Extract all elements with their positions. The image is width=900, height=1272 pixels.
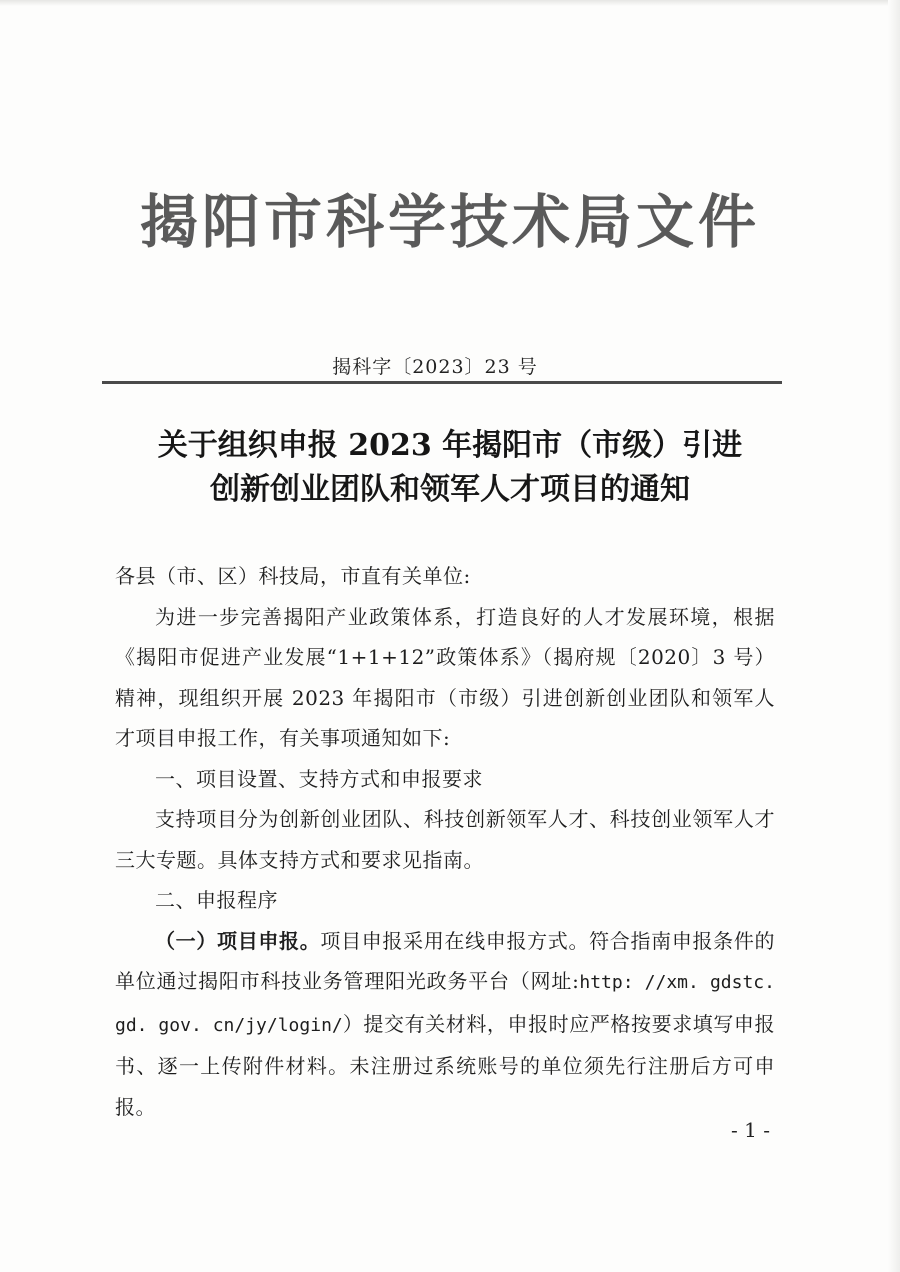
paragraph-intro: 为进一步完善揭阳产业政策体系，打造良好的人才发展环境，根据《揭阳市促进产业发展“1+1+12”政策体系》（揭府规〔2020〕3 号）精神，现组织开展 2023 年揭阳市（市级）引进创新创业团队和领军人才项目申报工作，有关事项通知如下: (115, 604, 775, 750)
title-line-2: 创新创业团队和领军人才项目的通知 (210, 472, 690, 507)
section-heading-1: 一、项目设置、支持方式和申报要求 (155, 766, 483, 791)
scan-top-edge (0, 0, 900, 6)
document-number: 揭科字〔2023〕23 号 (332, 356, 538, 378)
application-text-2: ）提交有关材料，申报时应严格按要求填写申报书、逐一上传附件材料。未注册过系统账号的单位须先行注册后方可申报。 (115, 1011, 776, 1119)
document-body (115, 556, 775, 1127)
header-divider (102, 381, 782, 384)
document-masthead: 揭阳市科学技术局文件 (139, 188, 760, 256)
subsection-lead: （一）项目申报。 (155, 928, 321, 953)
paragraph-application (115, 921, 775, 1128)
title-line-1: 关于组织申报 2023 年揭阳市（市级）引进 (157, 428, 743, 463)
page-number: - 1 - (731, 1118, 770, 1142)
salutation: 各县（市、区）科技局，市直有关单位: (115, 564, 471, 588)
document-title (0, 424, 900, 512)
platform-url: http: //xm. gdstc. gd. gov. cn/jy/login/ (115, 972, 775, 1036)
section-heading-2: 二、申报程序 (155, 888, 278, 912)
paragraph-support: 支持项目分为创新创业团队、科技创新领军人才、科技创业领军人才三大专题。具体支持方式和要求见指南。 (115, 807, 775, 872)
application-text-1: 项目申报采用在线申报方式。符合指南申报条件的单位通过揭阳市科技业务管理阳光政务平台（网址: (115, 928, 776, 993)
